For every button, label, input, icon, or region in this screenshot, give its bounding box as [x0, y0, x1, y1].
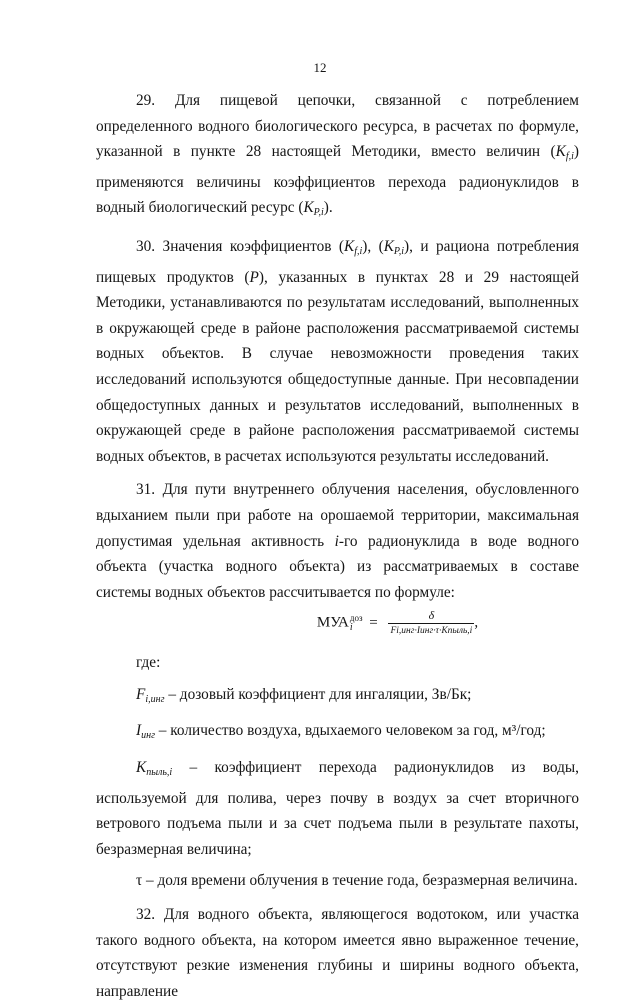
formula-numerator: δ — [428, 608, 435, 623]
formula-mua: МУА доз i = $\frac{\delta}{\text{Fi,инг·Iинг·τ·Kпыль,i}}$ , — [316, 608, 479, 637]
formula-denominator: Fi,инг·Iинг·τ·Kпыль,i — [388, 623, 474, 638]
formula-lhs: МУА — [316, 614, 349, 631]
paragraph-31: 31. Для пути внутреннего облучения населения, обусловленного вдыханием пыли при работе на орошаемой территории, максимальная допустимая удельная активность i-го радионуклида в воде водного объекта (участка водного объекта) из рассматриваемых в составе системы водных объектов рассчитывается по формуле: — [96, 481, 579, 601]
document-body — [96, 88, 579, 1004]
paragraph-32: 32. Для водного объекта, являющегося водотоком, или участка такого водного объекта, на котором имеется явно выраженное течение, отсутствуют резкие изменения глубины и ширины водного объекта, направление — [96, 906, 579, 1000]
paragraph-29: 29. Для пищевой цепочки, связанной с потреблением определенного водного биологического ресурса, в расчетах по формуле, указанной в пункте 28 настоящей Методики, вместо величин $(K_{f,i})$ применяются величины коэффициентов перехода радионуклидов в водный биологический ресурс $(K_{P,i})$. — [96, 92, 579, 219]
definition-k: $K_{пыль,i}$ – коэффициент перехода радионуклидов из воды, используемой для полива, через почву в воздух за счет вторичного ветрового подъема пыли и за счет подъема пыли в результате пахоты, безразмерная величина; — [96, 759, 579, 858]
paragraph-30: 30. Значения коэффициентов $(K_{f,i})$, $(K_{P,i})$, и рациона потребления пищевых продуктов (P), указанных в пунктах 28 и 29 настоящей Методики, устанавливаются по результатам исследований, выполненных в окружающей среде в районе расположения рассматриваемой системы водных объектов. В случае невозможности проведения таких исследований используются общедоступные данные. При несовпадении общедоступных данных и результатов исследований, выполненных в окружающей среде в районе расположения рассматриваемой системы водных объектов, в расчетах используются результаты исследований. — [96, 237, 580, 465]
page-number: 12 — [313, 60, 327, 75]
formula-fraction — [388, 608, 474, 638]
definition-i: $I_{инг}$ – количество воздуха, вдыхаемого человеком за год, м³/год; — [136, 722, 546, 742]
definition-tau: τ – доля времени облучения в течение года, безразмерная величина. — [136, 872, 578, 890]
definition-f: $F_{i,инг}$ – дозовый коэффициент для ингаляции, Зв/Бк; — [136, 685, 472, 705]
where-label: где: — [136, 654, 161, 672]
